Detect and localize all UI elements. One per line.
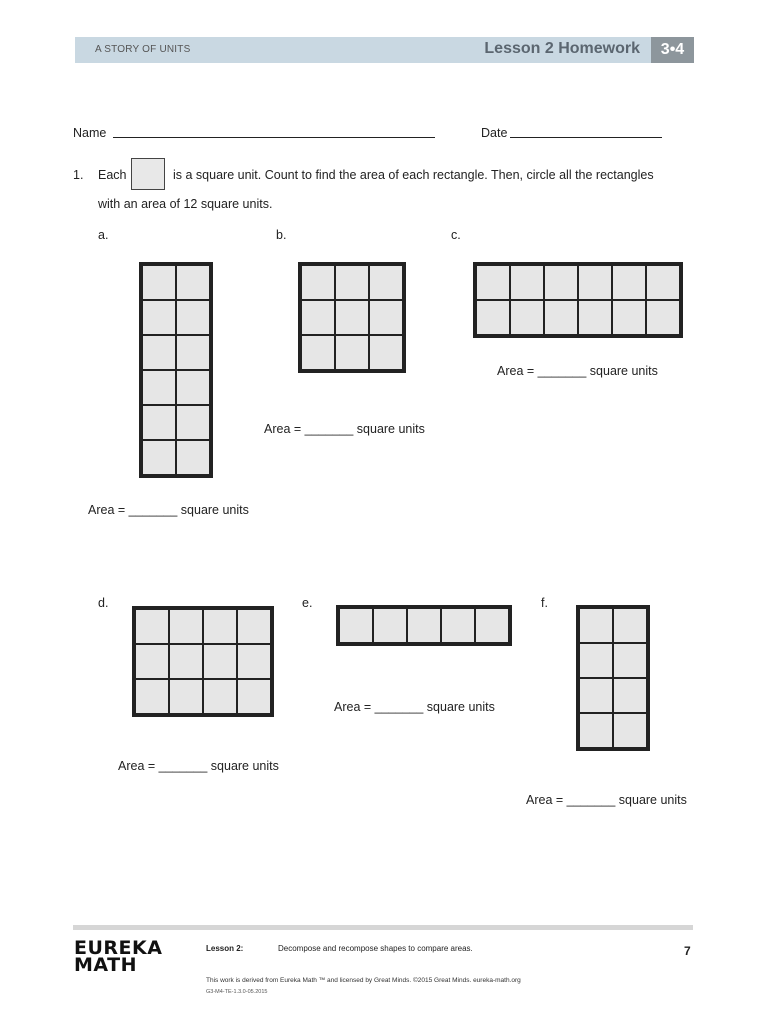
each-label: Each — [98, 168, 127, 182]
square-unit-cell — [176, 370, 210, 405]
label-f: f. — [541, 596, 548, 610]
page-number: 7 — [684, 944, 691, 958]
square-unit-cell — [475, 608, 509, 643]
label-d: d. — [98, 596, 109, 610]
square-unit-cell — [169, 609, 203, 644]
square-unit-cell — [135, 609, 169, 644]
square-unit-cell — [335, 335, 369, 370]
area-answer-e[interactable]: Area = _______ square units — [334, 700, 495, 714]
rectangle-a-grid[interactable] — [139, 262, 213, 478]
name-field[interactable] — [113, 137, 435, 138]
square-unit-cell — [237, 679, 271, 714]
area-answer-f[interactable]: Area = _______ square units — [526, 793, 687, 807]
square-unit-cell — [544, 265, 578, 300]
square-unit-cell — [369, 265, 403, 300]
label-b: b. — [276, 228, 287, 242]
square-unit-cell — [369, 335, 403, 370]
square-unit-cell — [203, 609, 237, 644]
square-unit-cell — [613, 713, 647, 748]
square-unit-cell — [612, 265, 646, 300]
logo-line-1: EUREKA — [74, 937, 163, 959]
rectangle-b-grid[interactable] — [298, 262, 406, 373]
square-unit-cell — [203, 679, 237, 714]
label-e: e. — [302, 596, 313, 610]
square-unit-cell — [579, 713, 613, 748]
square-unit-cell — [142, 405, 176, 440]
square-unit-cell — [613, 643, 647, 678]
square-unit-cell — [237, 644, 271, 679]
square-unit-sample — [131, 158, 165, 190]
square-unit-cell — [646, 300, 680, 335]
lesson-title: Lesson 2 Homework — [484, 40, 640, 57]
square-unit-cell — [142, 440, 176, 475]
grade-badge: 3•4 — [651, 37, 694, 63]
area-answer-b[interactable]: Area = _______ square units — [264, 422, 425, 436]
date-field[interactable] — [510, 137, 662, 138]
eureka-math-logo — [74, 937, 163, 976]
square-unit-cell — [301, 335, 335, 370]
logo-line-2: MATH — [74, 954, 137, 976]
square-unit-cell — [579, 678, 613, 713]
rectangle-c-grid[interactable] — [473, 262, 683, 338]
label-a: a. — [98, 228, 109, 242]
area-answer-d[interactable]: Area = _______ square units — [118, 759, 279, 773]
square-unit-cell — [335, 265, 369, 300]
square-unit-cell — [176, 405, 210, 440]
square-unit-cell — [373, 608, 407, 643]
square-unit-cell — [369, 300, 403, 335]
square-unit-cell — [142, 265, 176, 300]
square-unit-cell — [544, 300, 578, 335]
square-unit-cell — [476, 300, 510, 335]
series-title: A STORY OF UNITS — [95, 44, 191, 55]
square-unit-cell — [613, 608, 647, 643]
square-unit-cell — [613, 678, 647, 713]
footer-lesson-label: Lesson 2: — [206, 944, 244, 953]
square-unit-cell — [142, 370, 176, 405]
square-unit-cell — [476, 265, 510, 300]
square-unit-cell — [176, 440, 210, 475]
footer-divider — [73, 925, 693, 930]
square-unit-cell — [176, 335, 210, 370]
square-unit-cell — [510, 300, 544, 335]
label-c: c. — [451, 228, 461, 242]
area-answer-a[interactable]: Area = _______ square units — [88, 503, 249, 517]
square-unit-cell — [301, 300, 335, 335]
name-label: Name — [73, 126, 107, 140]
square-unit-cell — [135, 644, 169, 679]
square-unit-cell — [301, 265, 335, 300]
square-unit-cell — [407, 608, 441, 643]
square-unit-cell — [142, 300, 176, 335]
square-unit-cell — [169, 679, 203, 714]
square-unit-cell — [135, 679, 169, 714]
date-label: Date — [481, 126, 508, 140]
square-unit-cell — [441, 608, 475, 643]
square-unit-cell — [176, 265, 210, 300]
square-unit-cell — [237, 609, 271, 644]
instruction-line-1: is a square unit. Count to find the area of each rectangle. Then, circle all the rectangles — [173, 168, 654, 182]
footer-code: G3-M4-TE-1.3.0-05.2015 — [206, 989, 268, 995]
square-unit-cell — [203, 644, 237, 679]
square-unit-cell — [579, 608, 613, 643]
area-answer-c[interactable]: Area = _______ square units — [497, 364, 658, 378]
square-unit-cell — [169, 644, 203, 679]
rectangle-f-grid[interactable] — [576, 605, 650, 751]
instruction-line-2: with an area of 12 square units. — [98, 197, 273, 211]
square-unit-cell — [646, 265, 680, 300]
square-unit-cell — [176, 300, 210, 335]
square-unit-cell — [579, 643, 613, 678]
rectangle-d-grid[interactable] — [132, 606, 274, 717]
footer-lesson-description: Decompose and recompose shapes to compare areas. — [278, 944, 473, 953]
square-unit-cell — [612, 300, 646, 335]
rectangle-e-grid[interactable] — [336, 605, 512, 646]
problem-number: 1. — [73, 168, 84, 182]
square-unit-cell — [578, 265, 612, 300]
square-unit-cell — [510, 265, 544, 300]
square-unit-cell — [578, 300, 612, 335]
square-unit-cell — [335, 300, 369, 335]
square-unit-cell — [339, 608, 373, 643]
square-unit-cell — [142, 335, 176, 370]
footer-credit: This work is derived from Eureka Math ™ and licensed by Great Minds. ©2015 Great Minds. eureka-math.org — [206, 977, 521, 984]
